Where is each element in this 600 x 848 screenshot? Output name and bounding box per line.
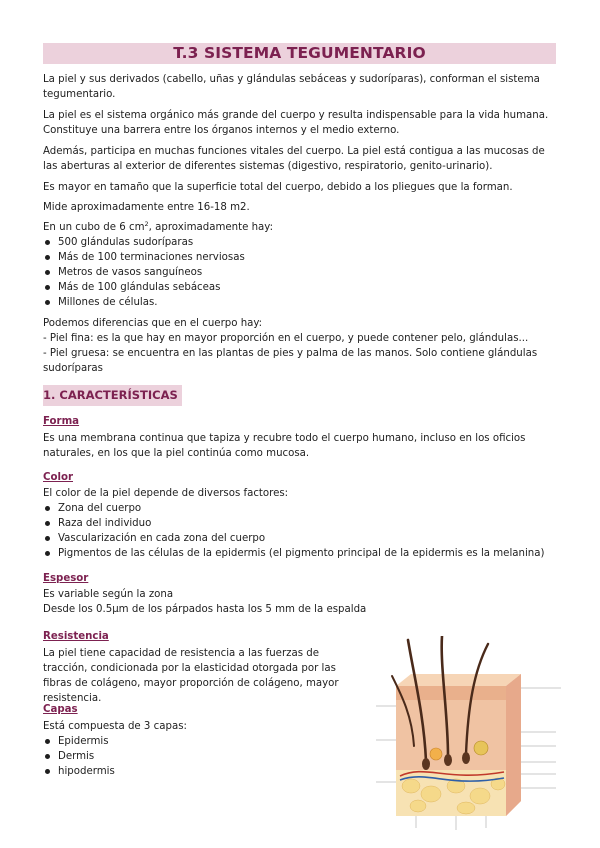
espesor-line-2: Desde los 0.5μm de los párpados hasta los 5 mm de la espalda (43, 604, 367, 615)
espesor-line-1: Es variable según la zona (43, 589, 174, 600)
capas-lead: Está compuesta de 3 capas: (43, 721, 187, 732)
cube-lead (43, 220, 558, 235)
list-item: Metros de vasos sanguíneos (43, 265, 558, 280)
page-title: T.3 SISTEMA TEGUMENTARIO (173, 44, 426, 62)
list-item: Zona del cuerpo (43, 501, 558, 516)
list-item: Más de 100 glándulas sebáceas (43, 280, 558, 295)
skin-type-gruesa: - Piel gruesa: se encuentra en las plantas de pies y palma de las manos. Solo contiene glándulas sudoríparas (43, 348, 538, 374)
cube-lead-text: En un cubo de 6 cm (43, 222, 145, 233)
subheading-color: Color (43, 472, 73, 483)
intro-paragraph-5: Mide aproximadamente entre 16-18 m2. (43, 202, 250, 213)
resistencia-text: La piel tiene capacidad de resistencia a las fuerzas de tracción, condicionada por la elasticidad otorgada por las fibras de colágeno, mayor proporción de colágeno, mayor resistencia. (43, 648, 339, 704)
intro-paragraph-1: La piel y sus derivados (cabello, uñas y glándulas sebáceas y sudoríparas), conforman el sistema tegumentario. (43, 74, 540, 100)
subheading-capas: Capas (43, 704, 78, 715)
sweat-gland (474, 741, 488, 755)
skin-type-fina: - Piel fina: es la que hay en mayor proporción en el cuerpo, y puede contener pelo, glándulas... (43, 333, 529, 344)
subheading-resistencia: Resistencia (43, 631, 109, 642)
intro-paragraph-3: Además, participa en muchas funciones vitales del cuerpo. La piel está contigua a las mucosas de las aberturas al exterior de diferentes sistemas (digestivo, respiratorio, genito-urinario). (43, 146, 545, 172)
cube-lead-sup: 2 (144, 220, 149, 228)
epidermis-layer (396, 686, 506, 700)
subheading-espesor: Espesor (43, 573, 89, 584)
list-item: 500 glándulas sudoríparas (43, 235, 558, 250)
color-list (43, 501, 558, 561)
sebaceous-gland (430, 748, 442, 760)
skin-cross-section-illustration (356, 636, 600, 836)
list-item: Epidermis (43, 734, 323, 749)
section-heading-caracteristicas: 1. CARACTERÍSTICAS (43, 385, 182, 406)
intro-paragraph-2: La piel es el sistema orgánico más grande del cuerpo y resulta indispensable para la vida humana. Constituye una barrera entre los órganos internos y el medio externo. (43, 110, 549, 136)
list-item: Dermis (43, 749, 323, 764)
list-item: Pigmentos de las células de la epidermis (el pigmento principal de la epidermis es la melanina) (43, 546, 558, 561)
intro-paragraph-4: Es mayor en tamaño que la superficie total del cuerpo, debido a los pliegues que la forman. (43, 182, 513, 193)
cube-list (43, 235, 558, 310)
skin-types-lead: Podemos diferencias que en el cuerpo hay: (43, 318, 263, 329)
color-lead: El color de la piel depende de diversos factores: (43, 488, 289, 499)
subheading-forma: Forma (43, 416, 80, 427)
title-bar (43, 43, 556, 64)
list-item: Millones de células. (43, 295, 558, 310)
skin-side-face (506, 674, 521, 816)
list-item: Más de 100 terminaciones nerviosas (43, 250, 558, 265)
list-item: Raza del individuo (43, 516, 558, 531)
list-item: hipodermis (43, 764, 323, 779)
forma-text: Es una membrana continua que tapiza y recubre todo el cuerpo humano, incluso en los oficios naturales, en los que la piel continúa como mucosa. (43, 433, 526, 459)
cube-lead-tail: , aproximadamente hay: (148, 222, 274, 233)
capas-list (43, 734, 323, 779)
list-item: Vascularización en cada zona del cuerpo (43, 531, 558, 546)
